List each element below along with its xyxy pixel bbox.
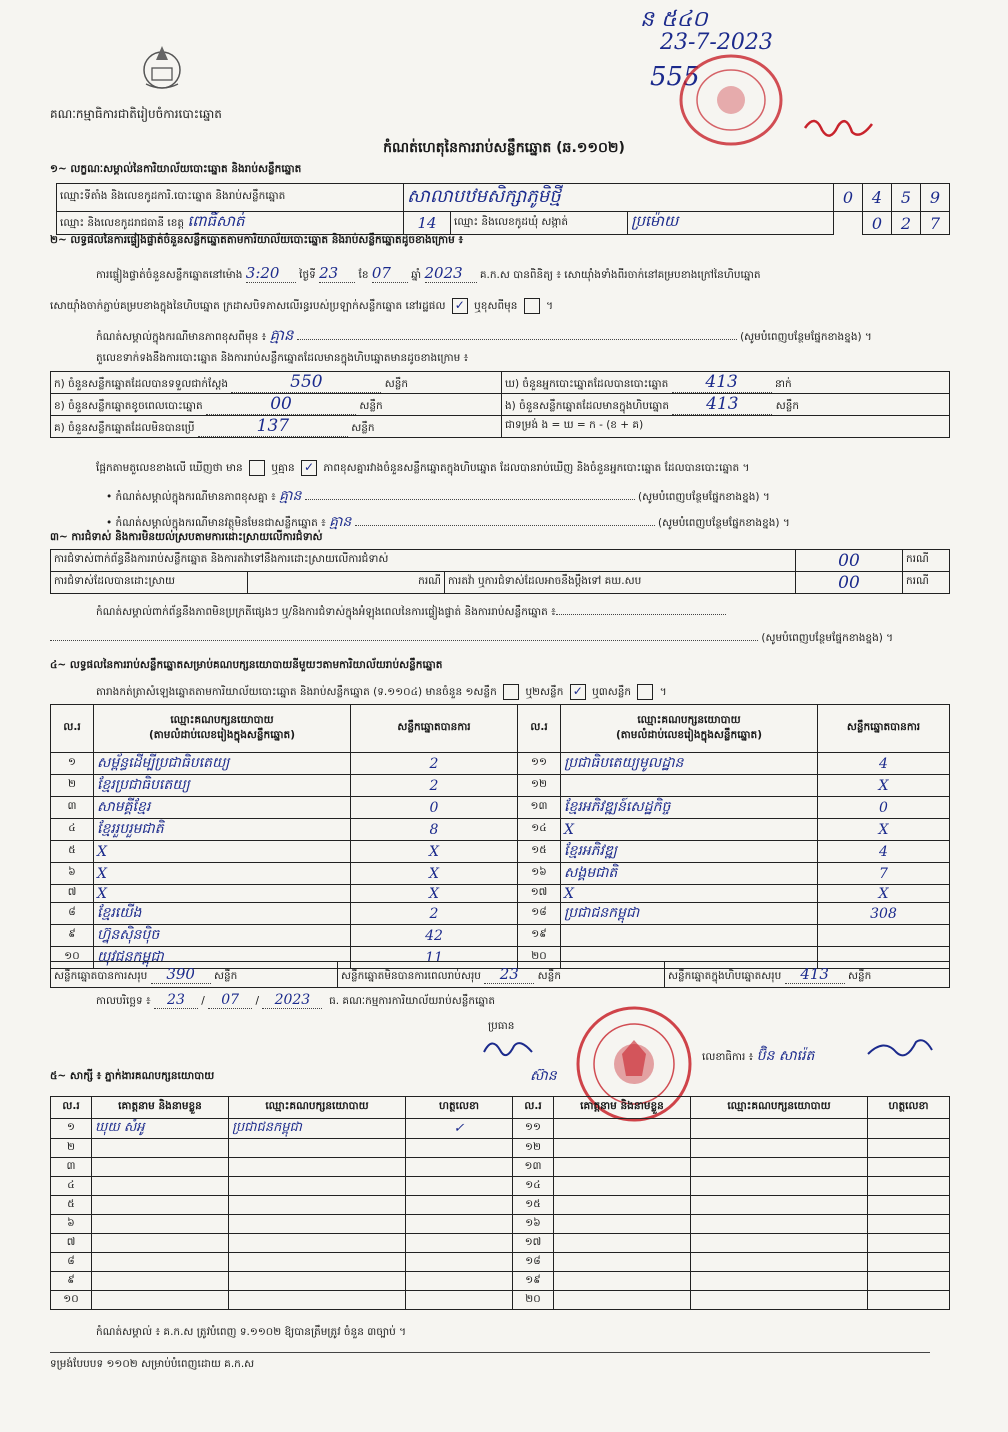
party-number: ៥ bbox=[51, 841, 94, 863]
witness-signature bbox=[406, 1196, 513, 1215]
table-row bbox=[51, 1119, 950, 1139]
footnote: កំណត់សម្គាល់ ៖ គ.ក.ស ត្រូវបំពេញ ទ.១១០២ ឱ្យបានត្រឹមត្រូវ ចំនួន ៣ច្បាប់ ។ bbox=[96, 1326, 407, 1338]
witness-party bbox=[691, 1291, 868, 1310]
appeal-label: ការតវ៉ា ឬការជំទាស់ដែលអាចនឹងប្តឹងទៅ គឃ.សប bbox=[445, 572, 796, 594]
witness-name bbox=[92, 1177, 229, 1196]
party-name: X bbox=[94, 863, 351, 885]
table-row bbox=[51, 753, 950, 775]
voters-count: 413 bbox=[672, 372, 772, 393]
witness-signature bbox=[406, 1291, 513, 1310]
location-code-1: 0 bbox=[834, 184, 863, 212]
party-votes: X bbox=[351, 841, 518, 863]
unused-ballots-row: គ) ចំនួនសន្លឹកឆ្នោតដែលមិនបានប្រើ 137 សន្លឹក bbox=[51, 416, 502, 438]
witness-signature bbox=[868, 1139, 950, 1158]
witness-signature bbox=[868, 1196, 950, 1215]
party-votes: X bbox=[818, 819, 950, 841]
witness-party bbox=[691, 1139, 868, 1158]
witness-party bbox=[229, 1158, 406, 1177]
witness-name bbox=[554, 1215, 691, 1234]
witness-name bbox=[554, 1158, 691, 1177]
witness-party bbox=[229, 1215, 406, 1234]
section-5-heading: ៥~ សាក្សី ៖ ភ្នាក់ងារគណបក្សនយោបាយ bbox=[50, 1070, 215, 1082]
party-votes bbox=[818, 925, 950, 947]
totals-table bbox=[50, 961, 950, 988]
party-number: ១២ bbox=[518, 775, 561, 797]
section-1-heading: ១~ លក្ខណៈសម្គាល់នៃការិយាល័យបោះឆ្នោត និងរាប់សន្លឹកឆ្នោត bbox=[50, 163, 302, 175]
table-row bbox=[51, 797, 950, 819]
table-row bbox=[51, 863, 950, 885]
party-number: ១៥ bbox=[518, 841, 561, 863]
commune-label: ឈ្មោះ និងលេខកូដឃុំ សង្កាត់ bbox=[451, 212, 628, 235]
witness-party bbox=[229, 1291, 406, 1310]
witness-name bbox=[92, 1272, 229, 1291]
party-number: ១១ bbox=[518, 753, 561, 775]
witness-party bbox=[229, 1177, 406, 1196]
witness-number: ៥ bbox=[51, 1196, 92, 1215]
witness-name bbox=[92, 1234, 229, 1253]
location-code-3: 5 bbox=[892, 184, 921, 212]
counts-intro: តួលេខទាក់ទងនឹងការបោះឆ្នោត និងការរាប់សន្លឹកឆ្នោតដែលមានក្នុងហិបឆ្នោតមានដូចខាងក្រោម ៖ bbox=[96, 352, 469, 364]
witness-number: ១២ bbox=[513, 1139, 554, 1158]
witness-signature bbox=[406, 1158, 513, 1177]
province-code: 14 bbox=[404, 212, 451, 235]
witness-name bbox=[554, 1139, 691, 1158]
party-votes: 2 bbox=[351, 775, 518, 797]
box-total: 413 bbox=[785, 965, 845, 984]
received-ballots: 550 bbox=[231, 372, 381, 393]
witness-party bbox=[691, 1234, 868, 1253]
party-number: ១ bbox=[51, 753, 94, 775]
witness-party bbox=[691, 1119, 868, 1139]
chair-label: ប្រធាន bbox=[488, 1020, 515, 1032]
witness-signature bbox=[406, 1234, 513, 1253]
table-row bbox=[51, 885, 950, 903]
witness-signature bbox=[406, 1215, 513, 1234]
party-name: X bbox=[94, 841, 351, 863]
witness-number: ១១ bbox=[513, 1119, 554, 1139]
party-votes: 4 bbox=[818, 841, 950, 863]
table-row bbox=[51, 1177, 950, 1196]
official-seal-top bbox=[676, 50, 786, 150]
party-votes: 4 bbox=[818, 753, 950, 775]
tally-sheets-line: តារាងកត់ត្រាសំឡេងឆ្នោតតាមការិយាល័យបោះឆ្នោត និងរាប់សន្លឹកឆ្នោត (ទ.១១០៤) មានចំនួន ១សន្លឹក ឬ២សន្លឹក ✓ ឬ៣សន្លឹក ។ bbox=[96, 684, 667, 698]
commune-value: ប្រម៉ោយ bbox=[628, 212, 834, 235]
witness-signature bbox=[868, 1253, 950, 1272]
witness-number: ២០ bbox=[513, 1291, 554, 1310]
party-name: X bbox=[561, 819, 818, 841]
location-value: សាលាបឋមសិក្សាភូមិថ្មី bbox=[404, 184, 834, 212]
counts-table bbox=[50, 371, 950, 438]
witness-number: ១៦ bbox=[513, 1215, 554, 1234]
valid-total-cell: សន្លឹកឆ្នោតបានការសរុប 390 សន្លឹក bbox=[51, 962, 338, 988]
difference-note-line: កំណត់សម្គាល់ក្នុងករណីមានភាពខុសពីមុន ៖ គ្មាន (សូមបំពេញបន្ថែមផ្នែកខាងខ្នង) ។ bbox=[96, 326, 872, 344]
witness-name bbox=[92, 1139, 229, 1158]
sign-year: 2023 bbox=[262, 992, 322, 1009]
witness-party bbox=[229, 1234, 406, 1253]
form-footer: ទម្រង់បែបបទ ១១០២ សម្រាប់បំពេញដោយ គ.ក.ស bbox=[50, 1358, 255, 1370]
witness-table: ល.រ គោត្តនាម និងនាមខ្លួន ឈ្មោះគណបក្សនយោបាយ ហត្ថលេខា ល.រ គោត្តនាម និងនាមខ្លួន ឈ្មោះគណបក្សនយោបាយ ហត្ថលេខា ១ ឃុយ សំអូ ប្រជាជនកម្ពុជា ✓ ១១ ២ ១២ ៣ ១៣ ៤ ១៤ ៥ ១៥ ៦ ១៦ ៧ ១៧ ៨ ១៨ ៩ ១៩ ១០ ២០ bbox=[50, 1096, 950, 1310]
party-name: យុវជនកម្ពុជា bbox=[94, 947, 351, 969]
party-votes: 2 bbox=[351, 753, 518, 775]
box-ballots: 413 bbox=[672, 394, 772, 415]
two-sheets-checkbox[interactable]: ✓ bbox=[570, 684, 586, 700]
one-sheet-checkbox[interactable] bbox=[503, 684, 519, 700]
party-number: ១៦ bbox=[518, 863, 561, 885]
verification-day: 23 bbox=[319, 264, 355, 283]
location-label: ឈ្មោះទីតាំង និងលេខកូដការិ.បោះឆ្នោត និងរាប់សន្លឹកឆ្នោត bbox=[57, 184, 404, 212]
handwritten-code: 555 bbox=[650, 62, 700, 92]
witness-name bbox=[554, 1272, 691, 1291]
table-row bbox=[51, 903, 950, 925]
party-number: ១៤ bbox=[518, 819, 561, 841]
table-row bbox=[51, 1139, 950, 1158]
witness-name bbox=[554, 1196, 691, 1215]
province-label: ឈ្មោះ និងលេខកូដរាជធានី ខេត្ត ពោធិ៍សាត់ bbox=[57, 212, 404, 235]
irregularity-fill: (សូមបំពេញបន្ថែមផ្នែកខាងខ្នង) ។ bbox=[50, 632, 946, 647]
witness-number: ៤ bbox=[51, 1177, 92, 1196]
party-number: ១៨ bbox=[518, 903, 561, 925]
table-row bbox=[51, 1215, 950, 1234]
party-name: X bbox=[561, 885, 818, 903]
witness-party bbox=[229, 1272, 406, 1291]
witness-number: ៩ bbox=[51, 1272, 92, 1291]
non-ballot-note: • កំណត់សម្គាល់ក្នុងករណីមានវត្ថុមិនមែនជាសន្លឹកឆ្នោត ៖ គ្មាន (សូមបំពេញបន្ថែមផ្នែកខាងខ្នង) ។ bbox=[106, 514, 790, 530]
witness-party bbox=[691, 1215, 868, 1234]
witness-number: ១៤ bbox=[513, 1177, 554, 1196]
party-number: ១៣ bbox=[518, 797, 561, 819]
party-number: ៩ bbox=[51, 925, 94, 947]
spoiled-ballots: 00 bbox=[206, 394, 356, 415]
witness-signature: ✓ bbox=[406, 1119, 513, 1139]
verification-time: 3:20 bbox=[246, 264, 296, 283]
witness-signature bbox=[868, 1272, 950, 1291]
witness-party bbox=[691, 1158, 868, 1177]
verification-month: 07 bbox=[372, 264, 408, 283]
table-row bbox=[51, 841, 950, 863]
party-votes: X bbox=[351, 863, 518, 885]
witness-party bbox=[229, 1139, 406, 1158]
party-name: ខ្មែររួបរួមជាតិ bbox=[94, 819, 351, 841]
location-code-2: 4 bbox=[863, 184, 892, 212]
witness-signature bbox=[406, 1272, 513, 1291]
sign-day: 23 bbox=[154, 992, 198, 1009]
signing-date-line: កាលបរិច្ឆេទ ៖ 23 / 07 / 2023 ធ. គណៈកម្មការការិយាល័យរាប់សន្លឹកឆ្នោត bbox=[96, 992, 496, 1008]
table-row bbox=[51, 925, 950, 947]
witness-number: ១៨ bbox=[513, 1253, 554, 1272]
party-votes: 2 bbox=[351, 903, 518, 925]
location-code-4: 9 bbox=[921, 184, 950, 212]
location-table bbox=[56, 183, 950, 235]
party-name: ខ្មែរយើង bbox=[94, 903, 351, 925]
witness-signature bbox=[406, 1139, 513, 1158]
party-number: ១៩ bbox=[518, 925, 561, 947]
witness-name bbox=[554, 1119, 691, 1139]
party-votes: 0 bbox=[818, 797, 950, 819]
party-number: ១៧ bbox=[518, 885, 561, 903]
secretary-signature bbox=[866, 1034, 936, 1064]
party-votes: 8 bbox=[351, 819, 518, 841]
has-discrepancy-checkbox[interactable] bbox=[249, 460, 265, 476]
table-row bbox=[51, 1291, 950, 1310]
witness-number: ៣ bbox=[51, 1158, 92, 1177]
secretary-line: លេខាធិការ ៖ ប៊ិន សារ៉េត bbox=[702, 1048, 815, 1064]
party-name: ខ្មែរប្រជាធិបតេយ្យ bbox=[94, 775, 351, 797]
witness-name bbox=[92, 1253, 229, 1272]
witness-number: ៧ bbox=[51, 1234, 92, 1253]
witness-party bbox=[691, 1272, 868, 1291]
box-total-cell: សន្លឹកឆ្នោតក្នុងហិបឆ្នោតសរុប 413 សន្លឹក bbox=[665, 962, 950, 988]
witness-number: ១៥ bbox=[513, 1196, 554, 1215]
formula: ជាទម្រង់ ង = ឃ = ក - (ខ + គ) bbox=[502, 416, 950, 438]
invalid-total: 23 bbox=[484, 965, 534, 984]
witness-name bbox=[554, 1253, 691, 1272]
witness-number: ២ bbox=[51, 1139, 92, 1158]
witness-number: ១ bbox=[51, 1119, 92, 1139]
witness-name bbox=[554, 1291, 691, 1310]
party-number: ៨ bbox=[51, 903, 94, 925]
results-table: ល.រ ឈ្មោះគណបក្សនយោបាយ (តាមលំដាប់លេខរៀងក្នុងសន្លឹកឆ្នោត) សន្លឹកឆ្នោតបានការ ល.រ ឈ្មោះគណបក្សនយោបាយ (តាមលំដាប់លេខរៀងក្នុងសន្លឹកឆ្នោត) សន្លឹកឆ្នោតបានការ ១ សម្ព័ន្ធដើម្បីប្រជាធិបតេយ្យ 2 ១១ ប្រជាធិបតេយ្យមូលដ្ឋាន 4 ២ ខ្មែរប្រជាធិបតេយ្យ 2 ១២ X ៣ សាមគ្គីខ្មែរ 0 ១៣ ខ្មែរអភិវឌ្ឍន៍សេដ្ឋកិច្ច 0 ៤ ខ្មែររួបរួមជាតិ 8 ១៤ X X ៥ X X ១៥ ខ្មែរអភិវឌ្ឍ 4 ៦ X X ១៦ សង្គមជាតិ 7 ៧ X X ១៧ X X ៨ ខ្មែរយើង 2 ១៨ ប្រជាជនកម្ពុជា 308 ៩ ហ្វ៊ុនស៊ិនប៉ិច 42 ១៩ ១០ យុវជនកម្ពុជា 11 ២០ bbox=[50, 704, 950, 969]
witness-number: ១៧ bbox=[513, 1234, 554, 1253]
witness-party bbox=[691, 1177, 868, 1196]
party-number: ៤ bbox=[51, 819, 94, 841]
party-number: ៣ bbox=[51, 797, 94, 819]
commune-code-3: 7 bbox=[921, 212, 950, 235]
three-sheets-checkbox[interactable] bbox=[637, 684, 653, 700]
table-row bbox=[51, 1196, 950, 1215]
witness-signature bbox=[868, 1215, 950, 1234]
no-discrepancy-checkbox[interactable]: ✓ bbox=[301, 460, 317, 476]
party-votes: X bbox=[818, 885, 950, 903]
witness-number: ៨ bbox=[51, 1253, 92, 1272]
complaints-label: ការជំទាស់ពាក់ព័ន្ធនឹងការរាប់សន្លឹកឆ្នោត និងការតវ៉ាទៅនឹងការដោះស្រាយលើការជំទាស់ bbox=[51, 550, 796, 572]
spoiled-ballots-row: ខ) ចំនួនសន្លឹកឆ្នោតខូចពេលបោះឆ្នោត 00 សន្លឹក bbox=[51, 394, 502, 416]
party-number: ៦ bbox=[51, 863, 94, 885]
witness-signature bbox=[868, 1177, 950, 1196]
secretary-name: ប៊ិន សារ៉េត bbox=[756, 1048, 815, 1064]
resolved-label: ការជំទាស់ដែលបានដោះស្រាយ bbox=[51, 572, 248, 594]
same-checkbox[interactable]: ✓ bbox=[452, 298, 468, 314]
witness-name bbox=[554, 1177, 691, 1196]
witness-name: ឃុយ សំអូ bbox=[92, 1119, 229, 1139]
party-number: ១០ bbox=[51, 947, 94, 969]
witness-name bbox=[92, 1215, 229, 1234]
section-2-heading: ២~ លទ្ធផលនៃការផ្ទៀងផ្ទាត់ចំនួនសន្លឹកឆ្នោតតាមការិយាល័យបោះឆ្នោត និងរាប់សន្លឹកឆ្នោតដូចខាងក្រោម ៖ bbox=[50, 234, 464, 246]
party-name: ខ្មែរអភិវឌ្ឍ bbox=[561, 841, 818, 863]
received-ballots-row: ក) ចំនួនសន្លឹកឆ្នោតដែលបានទទួលជាក់ស្តែង 550 សន្លឹក bbox=[51, 372, 502, 394]
party-name: ប្រជាជនកម្ពុជា bbox=[561, 903, 818, 925]
witness-signature bbox=[868, 1234, 950, 1253]
table-row bbox=[51, 1253, 950, 1272]
chair-signature bbox=[480, 1034, 540, 1064]
party-number: ២០ bbox=[518, 947, 561, 969]
witness-signature bbox=[406, 1253, 513, 1272]
witness-name bbox=[92, 1291, 229, 1310]
witness-signature bbox=[868, 1158, 950, 1177]
form-title: កំណត់ហេតុនៃការរាប់សន្លឹកឆ្នោត (ឆ.១១០២) bbox=[383, 140, 625, 156]
unused-ballots: 137 bbox=[198, 416, 348, 437]
handwritten-reference: ន ៥៤០ bbox=[640, 7, 708, 32]
irregularity-note: កំណត់សម្គាល់ពាក់ព័ន្ធនឹងភាពមិនប្រក្រតីផ្សេងៗ ឬ/និងការជំទាស់ក្នុងអំឡុងពេលនៃការផ្ទៀងផ្ទាត់ និងការរាប់សន្លឹកឆ្នោត ៖ bbox=[96, 606, 726, 621]
witness-number: ៦ bbox=[51, 1215, 92, 1234]
province-value: ពោធិ៍សាត់ bbox=[187, 212, 245, 230]
witness-party: ប្រជាជនកម្ពុជា bbox=[229, 1119, 406, 1139]
invalid-total-cell: សន្លឹកឆ្នោតមិនបានការពេលរាប់សរុប 23 សន្លឹក bbox=[338, 962, 665, 988]
seal-check-line: សោយ៉ាំងចាក់ភ្ជាប់គម្របខាងក្នុងនៃហិបឆ្នោត ក្រដាសបិទភាសលើរន្ធរបស់ប្រឡាក់សន្លឹកឆ្នោត នៅរដ្ឋផល ✓ ឬខុសពីមុន ។ bbox=[50, 298, 554, 312]
witness-party bbox=[229, 1253, 406, 1272]
party-name bbox=[561, 925, 818, 947]
witness-name bbox=[554, 1234, 691, 1253]
party-votes: 0 bbox=[351, 797, 518, 819]
table-row bbox=[51, 1272, 950, 1291]
section-3-heading: ៣~ ការជំទាស់ និងការមិនយល់ស្របតាមការដោះស្រាយលើការជំទាស់ bbox=[50, 531, 323, 543]
party-votes: 308 bbox=[818, 903, 950, 925]
party-votes: X bbox=[818, 775, 950, 797]
appeal-count: 00 bbox=[796, 572, 903, 594]
party-name: ខ្មែរអភិវឌ្ឍន៍សេដ្ឋកិច្ច bbox=[561, 797, 818, 819]
witness-party bbox=[691, 1196, 868, 1215]
valid-total: 390 bbox=[151, 965, 211, 984]
party-name: សង្គមជាតិ bbox=[561, 863, 818, 885]
witness-signature bbox=[406, 1177, 513, 1196]
party-votes: X bbox=[351, 885, 518, 903]
box-ballots-row: ង) ចំនួនសន្លឹកឆ្នោតដែលមានក្នុងហិបឆ្នោត 413 សន្លឹក bbox=[502, 394, 950, 416]
voters-row: ឃ) ចំនួនអ្នកបោះឆ្នោតដែលបានបោះឆ្នោត 413 នាក់ bbox=[502, 372, 950, 394]
bottom-divider bbox=[50, 1352, 930, 1353]
table-row bbox=[51, 1158, 950, 1177]
party-number: ៧ bbox=[51, 885, 94, 903]
witness-name bbox=[92, 1158, 229, 1177]
handwritten-date: 23-7-2023 bbox=[660, 30, 773, 55]
verification-time-line: ការផ្ទៀងផ្ទាត់ចំនួនសន្លឹកឆ្នោតនៅម៉ោង 3:20 ថ្ងៃទី 23 ខែ 07 ឆ្នាំ 2023 គ.ក.ស បានពិនិត្យ ៖ សោយ៉ាំងទាំងពីរចាក់នៅគម្របខាងក្រៅនៃហិបឆ្នោត bbox=[96, 264, 761, 282]
witness-number: ១៩ bbox=[513, 1272, 554, 1291]
party-votes: 42 bbox=[351, 925, 518, 947]
witness-number: ១០ bbox=[51, 1291, 92, 1310]
party-name: សាមគ្គីខ្មែរ bbox=[94, 797, 351, 819]
different-checkbox[interactable] bbox=[524, 298, 540, 314]
witness-name bbox=[92, 1196, 229, 1215]
verification-year: 2023 bbox=[425, 264, 477, 283]
witness-signature bbox=[868, 1119, 950, 1139]
party-number: ២ bbox=[51, 775, 94, 797]
witness-signature bbox=[868, 1291, 950, 1310]
complaints-table: ការជំទាស់ពាក់ព័ន្ធនឹងការរាប់សន្លឹកឆ្នោត និងការតវ៉ាទៅនឹងការដោះស្រាយលើការជំទាស់ 00 ករណី ការជំទាស់ដែលបានដោះស្រាយ ករណី ការតវ៉ា ឬការជំទាស់ដែលអាចនឹងប្តឹងទៅ គឃ.សប 00 ករណី bbox=[50, 549, 950, 594]
table-row bbox=[51, 819, 950, 841]
emblem-logo bbox=[138, 40, 186, 92]
party-name: សម្ព័ន្ធដើម្បីប្រជាធិបតេយ្យ bbox=[94, 753, 351, 775]
party-name: X bbox=[94, 885, 351, 903]
witness-number: ១៣ bbox=[513, 1158, 554, 1177]
complaints-count: 00 bbox=[796, 550, 903, 572]
commune-code-2: 2 bbox=[892, 212, 921, 235]
witness-party bbox=[691, 1253, 868, 1272]
party-votes: 7 bbox=[818, 863, 950, 885]
org-name: គណៈកម្មាធិការជាតិរៀបចំការបោះឆ្នោត bbox=[50, 107, 222, 121]
sign-month: 07 bbox=[208, 992, 252, 1009]
party-name: ប្រជាធិបតេយ្យមូលដ្ឋាន bbox=[561, 753, 818, 775]
party-votes: 11 bbox=[351, 947, 518, 969]
witness-party bbox=[229, 1196, 406, 1215]
commune-code-1: 0 bbox=[863, 212, 892, 235]
table-row bbox=[51, 1234, 950, 1253]
party-name bbox=[561, 775, 818, 797]
table-row bbox=[51, 775, 950, 797]
section-4-heading: ៤~ លទ្ធផលនៃការរាប់សន្លឹកឆ្នោតសម្រាប់គណបក្សនយោបាយនីមួយៗតាមការិយាល័យរាប់សន្លឹកឆ្នោត bbox=[50, 659, 443, 671]
party-name: ហ្វ៊ុនស៊ិនប៉ិច bbox=[94, 925, 351, 947]
discrepancy-note: • កំណត់សម្គាល់ក្នុងករណីមានភាពខុសគ្នា ៖ គ្មាន (សូមបំពេញបន្ថែមផ្នែកខាងខ្នង) ។ bbox=[106, 488, 770, 504]
chair-name: ស៊ាន bbox=[530, 1068, 557, 1084]
discrepancy-line: ផ្អែកតាមតួលេខខាងលើ ឃើញថា មាន ឬគ្មាន ✓ ភាពខុសគ្នារវាងចំនួនសន្លឹកឆ្នោតក្នុងហិបឆ្នោត ដែលបានរាប់ឃើញ និងចំនួនអ្នកបោះឆ្នោត ដែលបានបោះឆ្នោត ។ bbox=[96, 460, 750, 474]
